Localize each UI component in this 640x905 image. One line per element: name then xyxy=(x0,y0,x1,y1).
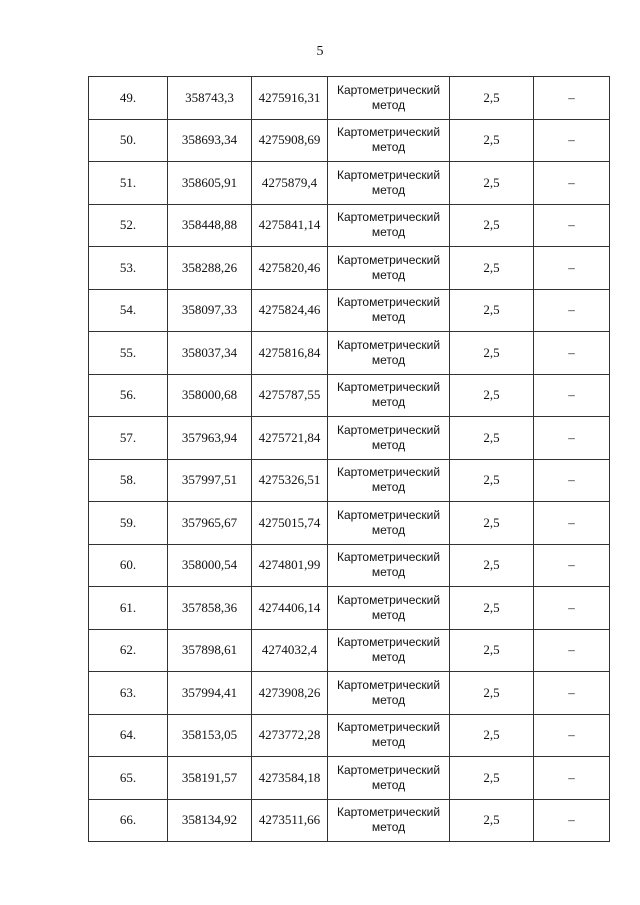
method-line-1: Картометрический xyxy=(336,380,441,395)
method-line-2: метод xyxy=(371,735,406,750)
x-coordinate-cell: 358000,68 xyxy=(168,374,252,417)
method-cell xyxy=(328,544,450,587)
method-line-1: Картометрический xyxy=(336,550,441,565)
accuracy-cell: 2,5 xyxy=(450,459,534,502)
note-cell: – xyxy=(534,587,610,630)
method-line-1: Картометрический xyxy=(336,167,441,182)
method-line-2: метод xyxy=(371,820,406,835)
note-cell: – xyxy=(534,799,610,842)
note-cell: – xyxy=(534,119,610,162)
method-line-2: метод xyxy=(371,692,406,707)
y-coordinate-cell: 4275841,14 xyxy=(252,204,328,247)
table-row xyxy=(89,77,610,120)
y-coordinate-cell: 4273772,28 xyxy=(252,714,328,757)
table-row xyxy=(89,289,610,332)
point-number-cell: 63. xyxy=(89,672,168,715)
accuracy-cell: 2,5 xyxy=(450,119,534,162)
table-row xyxy=(89,799,610,842)
accuracy-cell: 2,5 xyxy=(450,544,534,587)
accuracy-cell: 2,5 xyxy=(450,247,534,290)
note-cell: – xyxy=(534,289,610,332)
point-number-cell: 53. xyxy=(89,247,168,290)
y-coordinate-cell: 4275916,31 xyxy=(252,77,328,120)
x-coordinate-cell: 357858,36 xyxy=(168,587,252,630)
method-line-2: метод xyxy=(371,97,406,112)
accuracy-cell: 2,5 xyxy=(450,672,534,715)
method-line-2: метод xyxy=(371,565,406,580)
method-line-1: Картометрический xyxy=(336,805,441,820)
x-coordinate-cell: 358134,92 xyxy=(168,799,252,842)
method-cell xyxy=(328,289,450,332)
method-cell xyxy=(328,672,450,715)
note-cell: – xyxy=(534,374,610,417)
x-coordinate-cell: 358693,34 xyxy=(168,119,252,162)
point-number-cell: 59. xyxy=(89,502,168,545)
note-cell: – xyxy=(534,77,610,120)
point-number-cell: 49. xyxy=(89,77,168,120)
point-number-cell: 57. xyxy=(89,417,168,460)
accuracy-cell: 2,5 xyxy=(450,587,534,630)
page-number: 5 xyxy=(316,44,324,59)
note-cell: – xyxy=(534,204,610,247)
table-row xyxy=(89,162,610,205)
y-coordinate-cell: 4275816,84 xyxy=(252,332,328,375)
method-cell xyxy=(328,714,450,757)
point-number-cell: 61. xyxy=(89,587,168,630)
table-row xyxy=(89,374,610,417)
method-cell xyxy=(328,417,450,460)
method-cell xyxy=(328,757,450,800)
method-line-1: Картометрический xyxy=(336,635,441,650)
accuracy-cell: 2,5 xyxy=(450,417,534,460)
table-row xyxy=(89,544,610,587)
x-coordinate-cell: 358153,05 xyxy=(168,714,252,757)
point-number-cell: 64. xyxy=(89,714,168,757)
table-row xyxy=(89,332,610,375)
y-coordinate-cell: 4275721,84 xyxy=(252,417,328,460)
point-number-cell: 66. xyxy=(89,799,168,842)
accuracy-cell: 2,5 xyxy=(450,714,534,757)
table-row xyxy=(89,714,610,757)
accuracy-cell: 2,5 xyxy=(450,629,534,672)
table-body xyxy=(89,77,610,842)
method-line-1: Картометрический xyxy=(336,762,441,777)
x-coordinate-cell: 357898,61 xyxy=(168,629,252,672)
note-cell: – xyxy=(534,714,610,757)
method-line-2: метод xyxy=(371,182,406,197)
table-row xyxy=(89,629,610,672)
point-number-cell: 55. xyxy=(89,332,168,375)
x-coordinate-cell: 358000,54 xyxy=(168,544,252,587)
method-line-1: Картометрический xyxy=(336,677,441,692)
y-coordinate-cell: 4275879,4 xyxy=(252,162,328,205)
method-line-2: метод xyxy=(371,225,406,240)
x-coordinate-cell: 358288,26 xyxy=(168,247,252,290)
y-coordinate-cell: 4275908,69 xyxy=(252,119,328,162)
coordinates-table xyxy=(88,76,610,842)
method-line-1: Картометрический xyxy=(336,82,441,97)
accuracy-cell: 2,5 xyxy=(450,77,534,120)
method-cell xyxy=(328,77,450,120)
method-cell xyxy=(328,459,450,502)
y-coordinate-cell: 4274032,4 xyxy=(252,629,328,672)
method-line-1: Картометрический xyxy=(336,125,441,140)
point-number-cell: 58. xyxy=(89,459,168,502)
table-row xyxy=(89,502,610,545)
note-cell: – xyxy=(534,544,610,587)
y-coordinate-cell: 4273584,18 xyxy=(252,757,328,800)
table-row xyxy=(89,119,610,162)
method-line-2: метод xyxy=(371,650,406,665)
note-cell: – xyxy=(534,247,610,290)
method-line-2: метод xyxy=(371,437,406,452)
method-line-1: Картометрический xyxy=(336,465,441,480)
note-cell: – xyxy=(534,459,610,502)
x-coordinate-cell: 358448,88 xyxy=(168,204,252,247)
point-number-cell: 60. xyxy=(89,544,168,587)
method-cell xyxy=(328,502,450,545)
method-cell xyxy=(328,629,450,672)
method-line-2: метод xyxy=(371,352,406,367)
x-coordinate-cell: 358037,34 xyxy=(168,332,252,375)
method-line-2: метод xyxy=(371,140,406,155)
method-line-1: Картометрический xyxy=(336,592,441,607)
x-coordinate-cell: 357963,94 xyxy=(168,417,252,460)
note-cell: – xyxy=(534,757,610,800)
method-line-2: метод xyxy=(371,310,406,325)
method-cell xyxy=(328,587,450,630)
y-coordinate-cell: 4275787,55 xyxy=(252,374,328,417)
method-line-2: метод xyxy=(371,395,406,410)
y-coordinate-cell: 4275820,46 xyxy=(252,247,328,290)
note-cell: – xyxy=(534,629,610,672)
method-line-1: Картометрический xyxy=(336,252,441,267)
point-number-cell: 62. xyxy=(89,629,168,672)
table-row xyxy=(89,459,610,502)
point-number-cell: 56. xyxy=(89,374,168,417)
method-cell xyxy=(328,799,450,842)
y-coordinate-cell: 4274406,14 xyxy=(252,587,328,630)
accuracy-cell: 2,5 xyxy=(450,204,534,247)
y-coordinate-cell: 4273908,26 xyxy=(252,672,328,715)
table-row xyxy=(89,757,610,800)
table-row xyxy=(89,204,610,247)
note-cell: – xyxy=(534,332,610,375)
x-coordinate-cell: 357965,67 xyxy=(168,502,252,545)
method-cell xyxy=(328,119,450,162)
method-line-1: Картометрический xyxy=(336,720,441,735)
method-cell xyxy=(328,374,450,417)
x-coordinate-cell: 358097,33 xyxy=(168,289,252,332)
x-coordinate-cell: 357997,51 xyxy=(168,459,252,502)
accuracy-cell: 2,5 xyxy=(450,757,534,800)
point-number-cell: 54. xyxy=(89,289,168,332)
table-row xyxy=(89,247,610,290)
table-row xyxy=(89,672,610,715)
method-line-2: метод xyxy=(371,607,406,622)
x-coordinate-cell: 358191,57 xyxy=(168,757,252,800)
note-cell: – xyxy=(534,417,610,460)
method-cell xyxy=(328,162,450,205)
method-line-1: Картометрический xyxy=(336,422,441,437)
accuracy-cell: 2,5 xyxy=(450,374,534,417)
method-line-1: Картометрический xyxy=(336,295,441,310)
point-number-cell: 51. xyxy=(89,162,168,205)
x-coordinate-cell: 357994,41 xyxy=(168,672,252,715)
method-line-2: метод xyxy=(371,480,406,495)
note-cell: – xyxy=(534,162,610,205)
accuracy-cell: 2,5 xyxy=(450,799,534,842)
table-row xyxy=(89,587,610,630)
accuracy-cell: 2,5 xyxy=(450,332,534,375)
accuracy-cell: 2,5 xyxy=(450,289,534,332)
method-cell xyxy=(328,332,450,375)
y-coordinate-cell: 4275326,51 xyxy=(252,459,328,502)
x-coordinate-cell: 358743,3 xyxy=(168,77,252,120)
x-coordinate-cell: 358605,91 xyxy=(168,162,252,205)
y-coordinate-cell: 4275015,74 xyxy=(252,502,328,545)
method-cell xyxy=(328,247,450,290)
accuracy-cell: 2,5 xyxy=(450,502,534,545)
y-coordinate-cell: 4275824,46 xyxy=(252,289,328,332)
method-line-1: Картометрический xyxy=(336,210,441,225)
note-cell: – xyxy=(534,502,610,545)
point-number-cell: 65. xyxy=(89,757,168,800)
method-line-1: Картометрический xyxy=(336,337,441,352)
table-row xyxy=(89,417,610,460)
method-line-2: метод xyxy=(371,522,406,537)
method-cell xyxy=(328,204,450,247)
point-number-cell: 52. xyxy=(89,204,168,247)
point-number-cell: 50. xyxy=(89,119,168,162)
method-line-2: метод xyxy=(371,267,406,282)
note-cell: – xyxy=(534,672,610,715)
y-coordinate-cell: 4273511,66 xyxy=(252,799,328,842)
y-coordinate-cell: 4274801,99 xyxy=(252,544,328,587)
accuracy-cell: 2,5 xyxy=(450,162,534,205)
method-line-2: метод xyxy=(371,777,406,792)
method-line-1: Картометрический xyxy=(336,507,441,522)
